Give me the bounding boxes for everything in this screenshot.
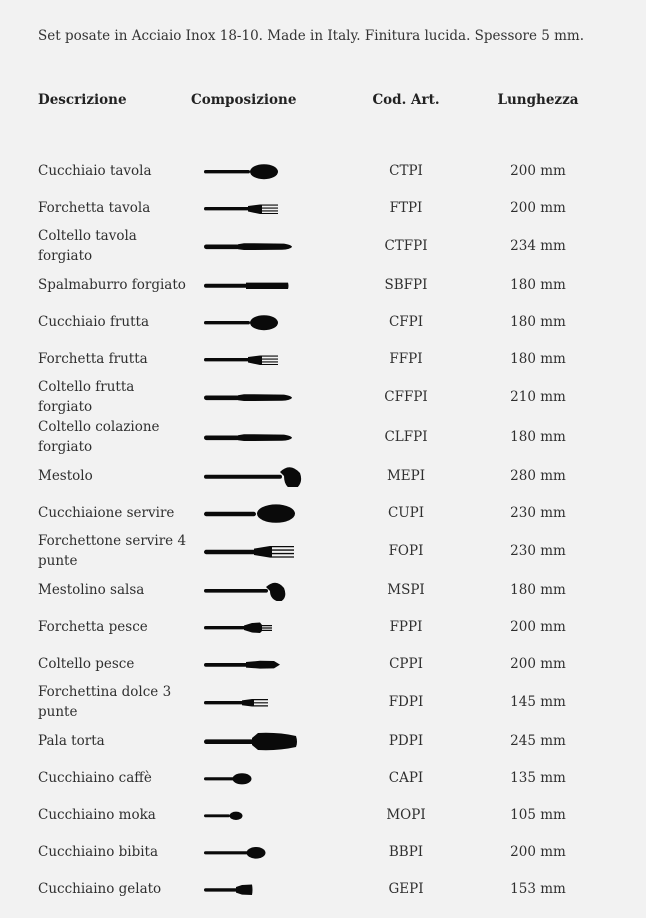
table-row bbox=[38, 494, 608, 531]
cutlery-image-cell bbox=[188, 340, 344, 377]
cutlery-image-cell bbox=[188, 645, 344, 682]
cake-fork-icon bbox=[204, 691, 304, 713]
serving-fork-icon bbox=[204, 540, 304, 562]
header-code: Cod. Art. bbox=[372, 92, 440, 108]
table-row bbox=[38, 833, 608, 870]
item-code: PDPI bbox=[388, 732, 424, 749]
ladle-icon bbox=[204, 465, 304, 487]
header-composition: Composizione bbox=[191, 92, 297, 108]
table-row bbox=[38, 152, 608, 189]
table-row bbox=[38, 682, 608, 722]
table-row bbox=[38, 377, 608, 417]
item-length: 200 mm bbox=[510, 843, 566, 860]
teaspoon-icon bbox=[204, 767, 304, 789]
cutlery-image-cell bbox=[188, 303, 344, 340]
table-row bbox=[38, 870, 608, 907]
item-code: MEPI bbox=[386, 467, 426, 484]
item-code: FOPI bbox=[388, 543, 424, 559]
item-description: Cucchiaino bibita bbox=[38, 843, 159, 860]
fish-fork-icon bbox=[204, 616, 304, 638]
item-description: Forchetta pesce bbox=[38, 618, 148, 635]
item-description: Forchettina dolce 3 punte bbox=[38, 684, 172, 720]
fork-icon bbox=[204, 348, 304, 370]
cutlery-image-cell bbox=[188, 796, 344, 833]
table-row bbox=[38, 722, 608, 759]
mocha-spoon-icon bbox=[204, 804, 304, 826]
item-length: 200 mm bbox=[510, 199, 566, 216]
item-description: Cucchiaino gelato bbox=[38, 880, 162, 897]
cutlery-image-cell bbox=[188, 226, 344, 266]
cutlery-image-cell bbox=[188, 571, 344, 608]
item-length: 230 mm bbox=[510, 504, 566, 521]
item-length: 180 mm bbox=[510, 429, 566, 445]
item-length: 180 mm bbox=[510, 350, 566, 367]
table-row bbox=[38, 417, 608, 457]
item-length: 280 mm bbox=[510, 467, 566, 484]
item-description: Cucchiaio frutta bbox=[38, 313, 149, 330]
item-description: Coltello tavola forgiato bbox=[38, 228, 137, 264]
item-length: 180 mm bbox=[510, 313, 566, 330]
cutlery-image-cell bbox=[188, 870, 344, 907]
item-length: 200 mm bbox=[510, 162, 566, 179]
cutlery-image-cell bbox=[188, 722, 344, 759]
item-code: FPPI bbox=[389, 618, 423, 635]
cutlery-image-cell bbox=[188, 682, 344, 722]
table-row bbox=[38, 759, 608, 796]
item-description: Spalmaburro forgiato bbox=[38, 276, 186, 293]
cutlery-image-cell bbox=[188, 759, 344, 796]
item-code: SBFPI bbox=[384, 276, 428, 293]
item-description: Forchetta frutta bbox=[38, 350, 148, 367]
item-length: 200 mm bbox=[510, 655, 566, 672]
item-length: 245 mm bbox=[510, 732, 566, 749]
item-length: 230 mm bbox=[510, 543, 566, 559]
cutlery-image-cell bbox=[188, 531, 344, 571]
item-code: GEPI bbox=[388, 880, 424, 897]
spoon-icon bbox=[204, 311, 304, 333]
item-code: CTPI bbox=[389, 162, 423, 179]
cutlery-image-cell bbox=[188, 457, 344, 494]
item-length: 200 mm bbox=[510, 618, 566, 635]
item-code: FDPI bbox=[388, 694, 424, 710]
item-length: 105 mm bbox=[510, 806, 566, 823]
cutlery-image-cell bbox=[188, 608, 344, 645]
fish-knife-icon bbox=[204, 653, 304, 675]
table-row bbox=[38, 608, 608, 645]
spoon-icon bbox=[204, 160, 304, 182]
item-code: MSPI bbox=[387, 581, 425, 598]
item-description: Pala torta bbox=[38, 732, 105, 749]
cutlery-image-cell bbox=[188, 377, 344, 417]
intro-text: Set posate in Acciaio Inox 18-10. Made in Italy. Finitura lucida. Spessore 5 mm. bbox=[38, 28, 585, 44]
ice-cream-spoon-icon bbox=[204, 878, 304, 900]
item-code: CAPI bbox=[388, 769, 424, 786]
serving-spoon-icon bbox=[204, 502, 304, 524]
knife-icon bbox=[204, 426, 304, 448]
item-code: CLFPI bbox=[384, 429, 428, 445]
item-code: CPPI bbox=[389, 655, 423, 672]
cake-server-icon bbox=[204, 730, 304, 752]
sauce-ladle-icon bbox=[204, 579, 304, 601]
table-row bbox=[38, 796, 608, 833]
item-length: 234 mm bbox=[510, 238, 566, 254]
item-code: CTFPI bbox=[384, 238, 428, 254]
item-description: Cucchiaione servire bbox=[38, 504, 175, 521]
item-description: Cucchiaino moka bbox=[38, 806, 156, 823]
item-description: Forchetta tavola bbox=[38, 199, 151, 216]
item-description: Coltello frutta forgiato bbox=[38, 379, 135, 415]
item-description: Cucchiaio tavola bbox=[38, 162, 152, 179]
cutlery-image-cell bbox=[188, 152, 344, 189]
item-description: Mestolo bbox=[38, 467, 93, 484]
item-length: 153 mm bbox=[510, 880, 566, 897]
item-code: BBPI bbox=[388, 843, 424, 860]
item-description: Mestolino salsa bbox=[38, 581, 145, 598]
item-length: 145 mm bbox=[510, 694, 566, 710]
item-description: Coltello pesce bbox=[38, 655, 135, 672]
drink-spoon-icon bbox=[204, 841, 304, 863]
item-length: 180 mm bbox=[510, 581, 566, 598]
table-row bbox=[38, 189, 608, 226]
item-code: MOPI bbox=[386, 806, 426, 823]
item-length: 180 mm bbox=[510, 276, 566, 293]
cutlery-image-cell bbox=[188, 494, 344, 531]
item-length: 210 mm bbox=[510, 389, 566, 405]
table-header-row bbox=[38, 80, 608, 120]
table-row bbox=[38, 226, 608, 266]
cutlery-table bbox=[38, 80, 608, 907]
cutlery-image-cell bbox=[188, 266, 344, 303]
item-code: CFFPI bbox=[384, 389, 428, 405]
table-row bbox=[38, 340, 608, 377]
item-code: CUPI bbox=[387, 504, 425, 521]
table-row bbox=[38, 303, 608, 340]
header-description: Descrizione bbox=[38, 92, 127, 108]
item-code: FTPI bbox=[389, 199, 423, 216]
butter-spreader-icon bbox=[204, 274, 304, 296]
table-row bbox=[38, 457, 608, 494]
item-code: FFPI bbox=[389, 350, 423, 367]
item-description: Forchettone servire 4 punte bbox=[38, 533, 187, 569]
cutlery-image-cell bbox=[188, 833, 344, 870]
table-row bbox=[38, 531, 608, 571]
knife-icon bbox=[204, 235, 304, 257]
cutlery-image-cell bbox=[188, 189, 344, 226]
cutlery-image-cell bbox=[188, 417, 344, 457]
item-code: CFPI bbox=[388, 313, 424, 330]
header-length: Lunghezza bbox=[497, 92, 579, 108]
table-row bbox=[38, 571, 608, 608]
item-length: 135 mm bbox=[510, 769, 566, 786]
item-description: Coltello colazione forgiato bbox=[38, 419, 160, 455]
knife-icon bbox=[204, 386, 304, 408]
table-row bbox=[38, 645, 608, 682]
table-row bbox=[38, 266, 608, 303]
fork-icon bbox=[204, 197, 304, 219]
item-description: Cucchiaino caffè bbox=[38, 769, 152, 786]
